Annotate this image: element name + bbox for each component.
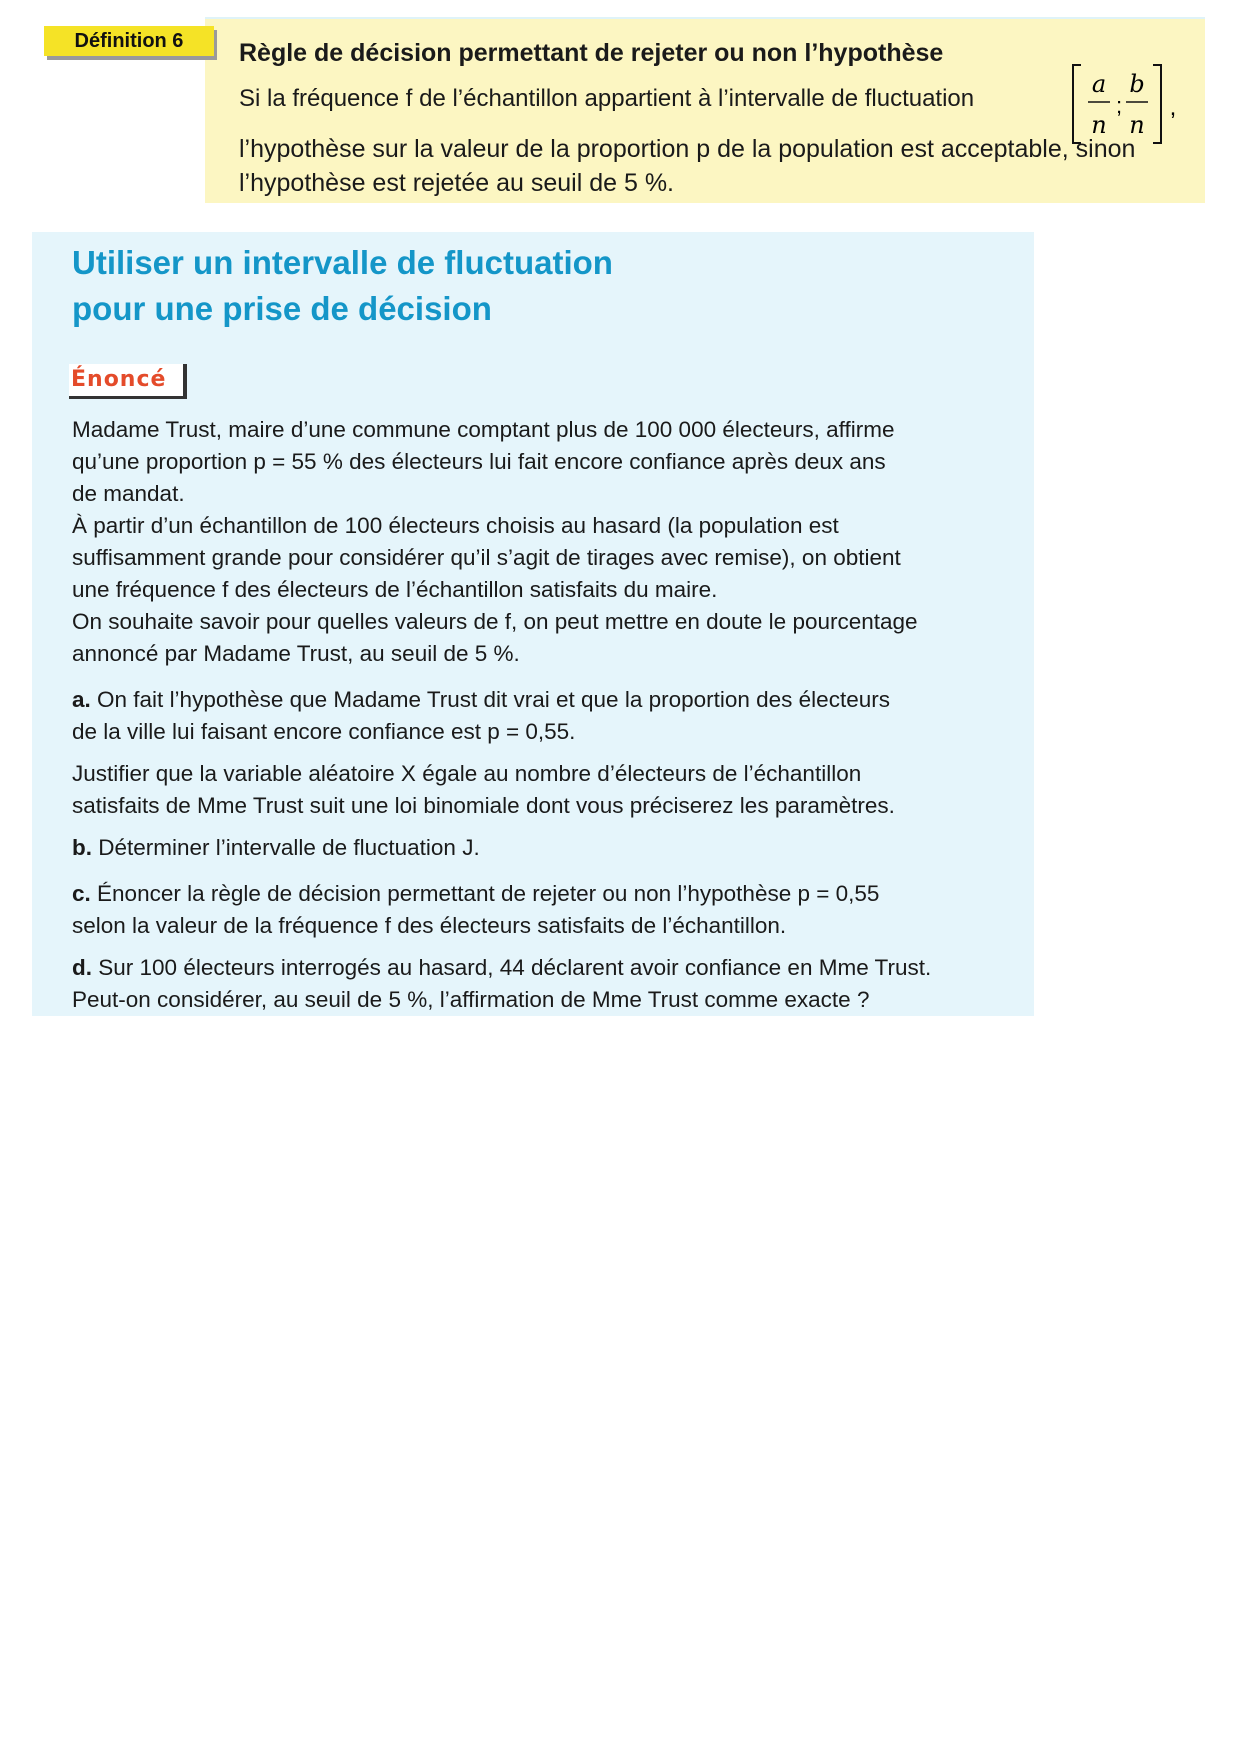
question-a	[72, 684, 1032, 748]
intro-line: Madame Trust, maire d’une commune comptant plus de 100 000 électeurs, affirme	[72, 417, 895, 442]
interval-separator: ;	[1115, 93, 1123, 118]
question-d	[72, 952, 1032, 1016]
definition-line-2: l’hypothèse sur la valeur de la proportion p de la population est acceptable, sinon	[239, 135, 1136, 163]
interval-trailing-comma: ,	[1169, 94, 1177, 121]
question-c-line: Énoncer la règle de décision permettant de rejeter ou non l’hypothèse p = 0,55	[97, 881, 880, 906]
exercise-title-line-2: pour une prise de décision	[72, 290, 492, 327]
question-d-line: Peut-on considérer, au seuil de 5 %, l’affirmation de Mme Trust comme exacte ?	[72, 987, 870, 1012]
question-d-label: d.	[72, 955, 92, 980]
intro-line: de mandat.	[72, 481, 185, 506]
interval-denominator-b: n	[1129, 111, 1145, 139]
intro-line: suffisamment grande pour considérer qu’il s’agit de tirages avec remise), on obtient	[72, 545, 901, 570]
intro-line: annoncé par Madame Trust, au seuil de 5 %.	[72, 641, 520, 666]
intro-line: On souhaite savoir pour quelles valeurs de f, on peut mettre en doute le pourcentage	[72, 609, 918, 634]
definition-tag: Définition 6	[44, 26, 214, 56]
exercise-title-line-1: Utiliser un intervalle de fluctuation	[72, 244, 613, 281]
interval-denominator-a: n	[1091, 111, 1107, 139]
question-a-line: de la ville lui faisant encore confiance est p = 0,55.	[72, 719, 576, 744]
enonce-label: Énoncé	[69, 364, 187, 399]
interval-numerator-b: b	[1129, 70, 1145, 98]
intro-line: une fréquence f des électeurs de l’échantillon satisfaits du maire.	[72, 577, 718, 602]
definition-line-1: Si la fréquence f de l’échantillon appartient à l’intervalle de fluctuation	[239, 85, 975, 112]
question-a-label: a.	[72, 687, 91, 712]
exercise-box	[32, 232, 1034, 1016]
question-a-justify-line: Justifier que la variable aléatoire X égale au nombre d’électeurs de l’échantillon	[72, 761, 862, 786]
definition-line-3: l’hypothèse est rejetée au seuil de 5 %.	[239, 169, 674, 197]
question-c-line: selon la valeur de la fréquence f des électeurs satisfaits de l’échantillon.	[72, 913, 787, 938]
definition-title: Règle de décision permettant de rejeter ou non l’hypothèse	[239, 39, 944, 67]
exercise-intro	[72, 414, 1032, 670]
question-a-line: On fait l’hypothèse que Madame Trust dit vrai et que la proportion des électeurs	[97, 687, 890, 712]
interval-numerator-a: a	[1091, 70, 1107, 98]
intro-line: qu’une proportion p = 55 % des électeurs lui fait encore confiance après deux ans	[72, 449, 886, 474]
question-b-text: Déterminer l’intervalle de fluctuation J.	[98, 835, 480, 860]
question-a-justify-line: satisfaits de Mme Trust suit une loi binomiale dont vous préciserez les paramètres.	[72, 793, 895, 818]
question-d-line: Sur 100 électeurs interrogés au hasard, 44 déclarent avoir confiance en Mme Trust.	[98, 955, 932, 980]
question-b	[72, 832, 1032, 864]
question-c	[72, 878, 1032, 942]
question-b-label: b.	[72, 835, 92, 860]
question-c-label: c.	[72, 881, 91, 906]
definition-box	[205, 19, 1205, 203]
intro-line: À partir d’un échantillon de 100 électeurs choisis au hasard (la population est	[72, 513, 839, 538]
exercise-title	[72, 240, 613, 332]
question-a-justify	[72, 758, 1032, 822]
